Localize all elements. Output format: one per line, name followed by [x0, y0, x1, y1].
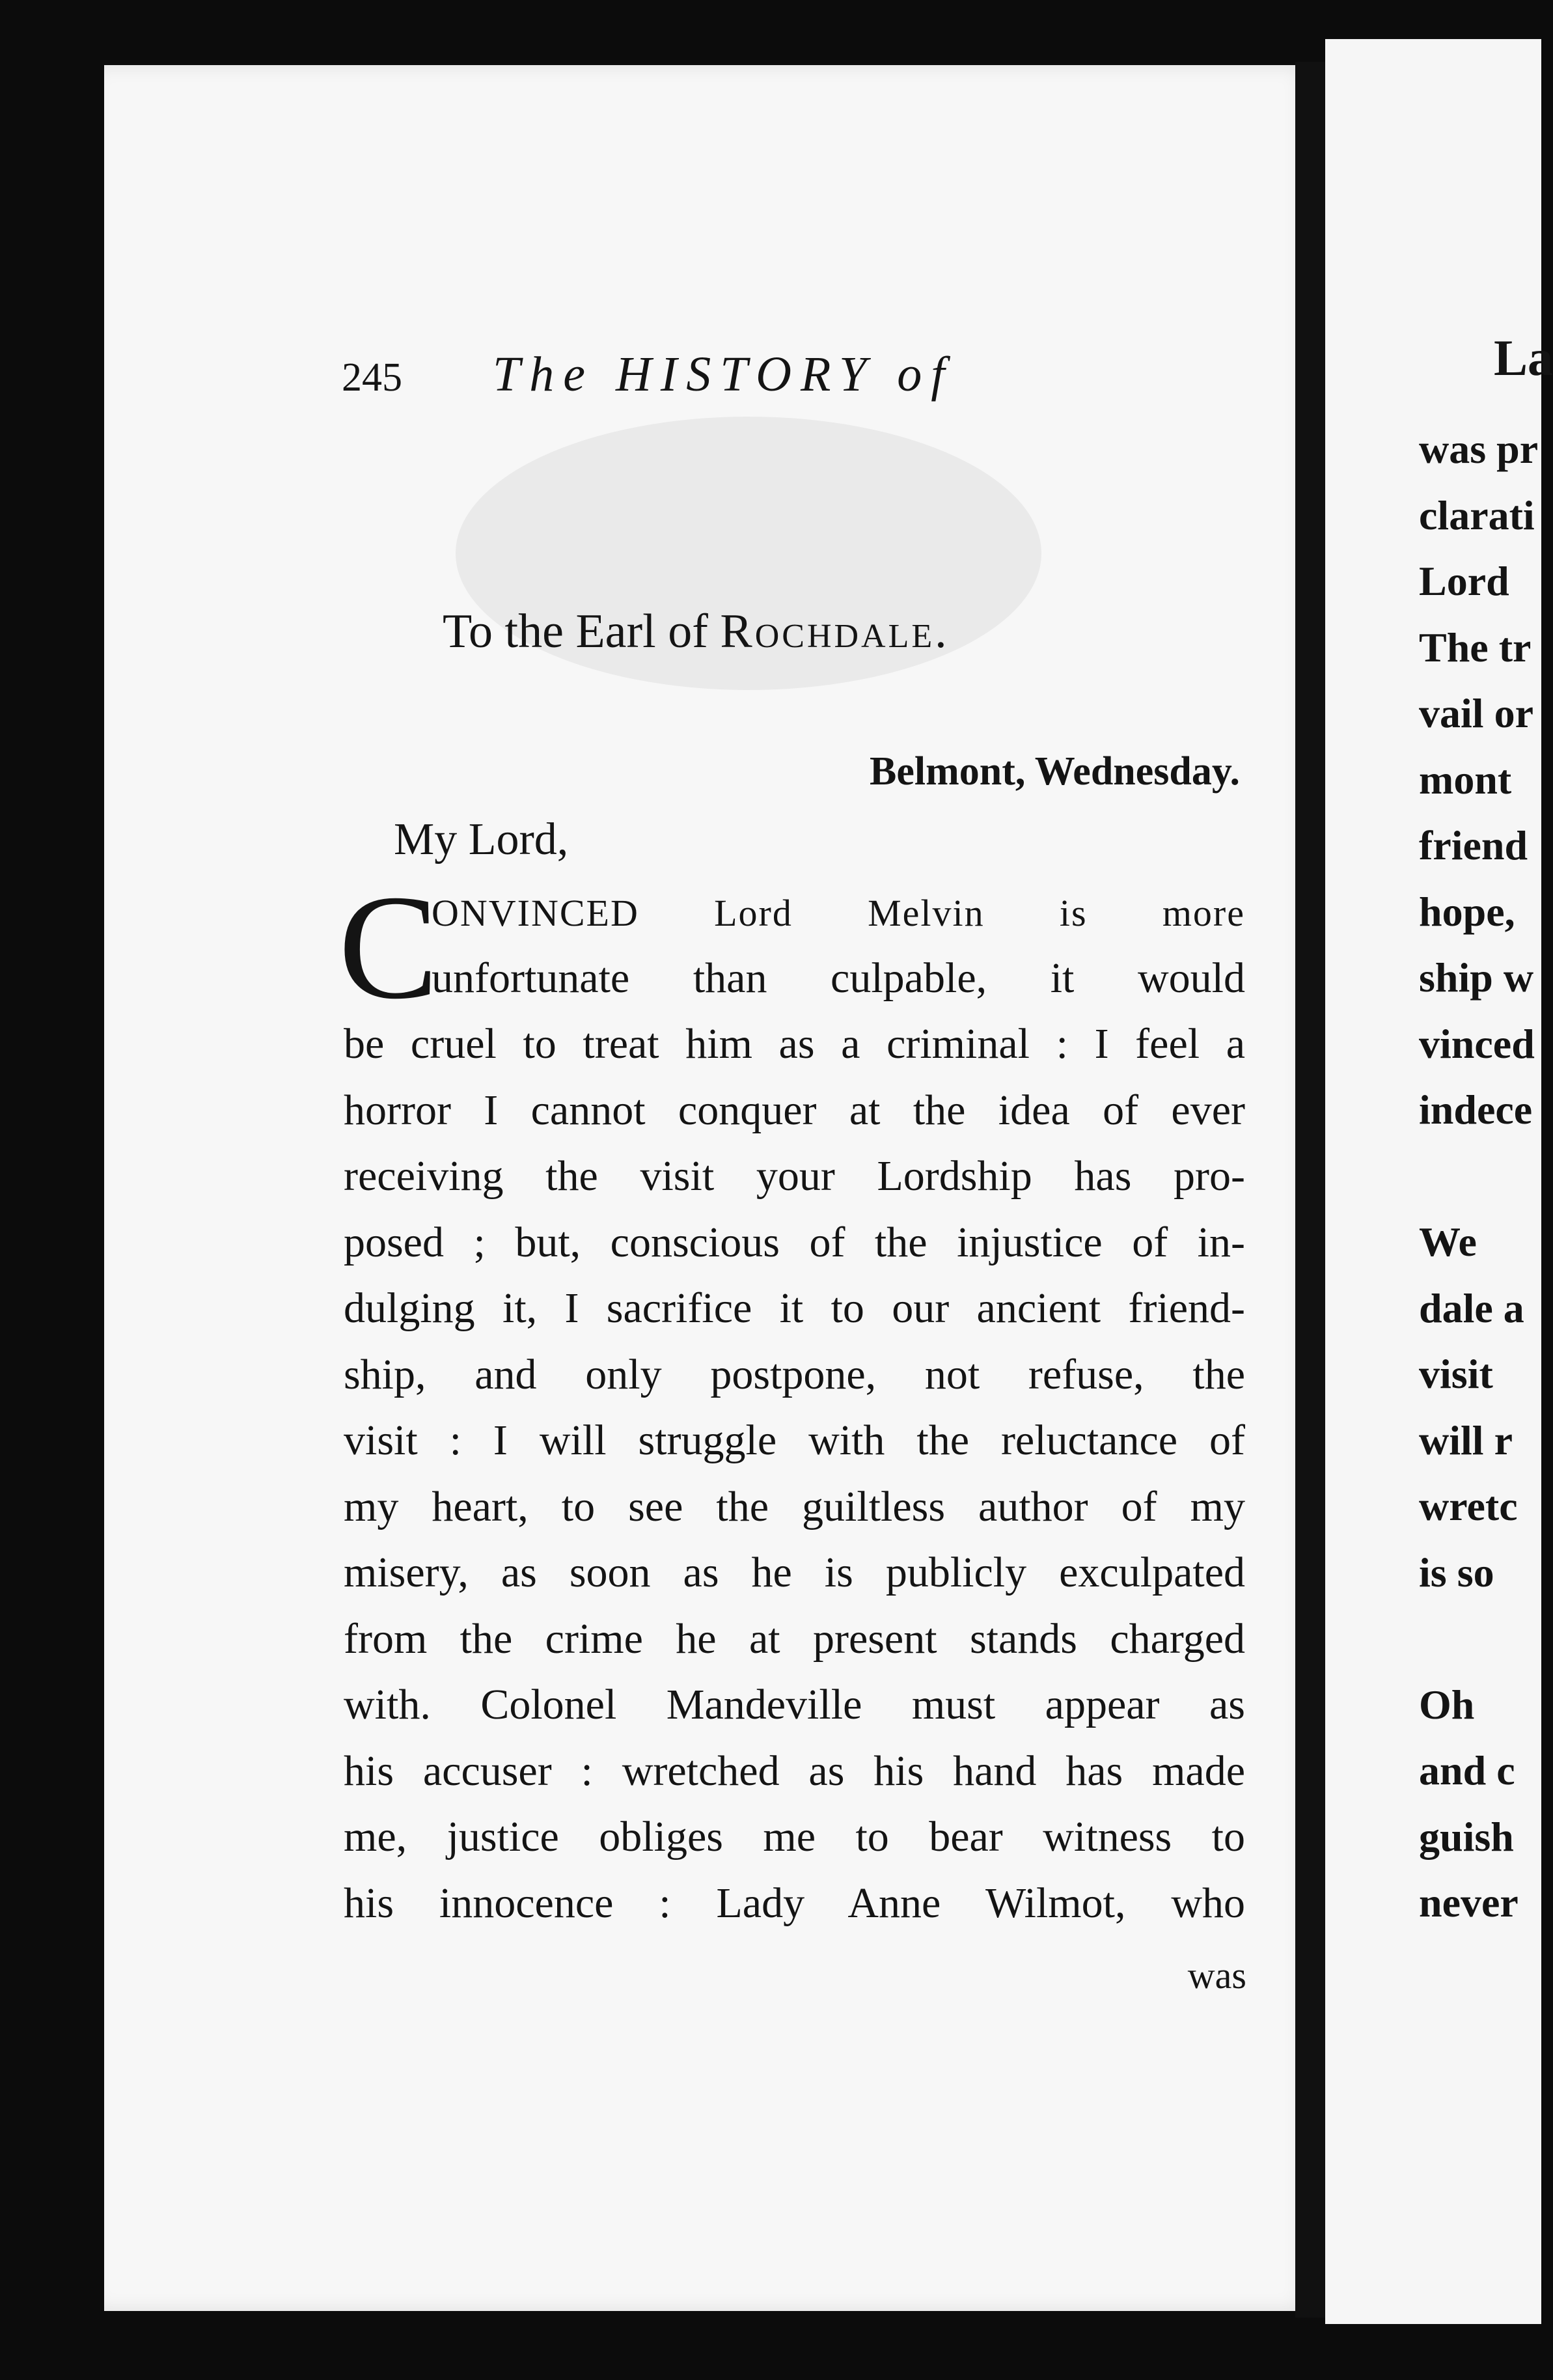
right-page-line: ship w	[1419, 954, 1534, 1001]
right-page-line: Oh	[1419, 1681, 1475, 1728]
right-page-line: The tr	[1419, 624, 1532, 671]
body-line: ship, and only postpone, not refuse, the	[344, 1350, 1245, 1398]
body-line: misery, as soon as he is publicly exculpated	[344, 1549, 1245, 1596]
body-line: dulging it, I sacrifice it to our ancient friend-	[344, 1284, 1245, 1332]
right-page-line: friend	[1419, 822, 1528, 868]
body-line: unfortunate than culpable, it would	[432, 954, 1245, 1002]
salutation: My Lord,	[394, 814, 569, 865]
body-line: be cruel to treat him as a criminal : I feel a	[344, 1020, 1245, 1068]
body-line: visit : I will struggle with the reluctance of	[344, 1417, 1245, 1464]
right-page-line: wretc	[1419, 1483, 1518, 1529]
right-page-line: We	[1419, 1219, 1477, 1265]
right-page-line: dale a	[1419, 1284, 1524, 1331]
right-page-line: Lord	[1419, 558, 1509, 604]
right-page-line: vail or	[1419, 690, 1533, 736]
body-line: posed ; but, conscious of the injustice of in-	[344, 1218, 1245, 1266]
right-page-line: hope,	[1419, 888, 1515, 935]
body-line: me, justice obliges me to bear witness to	[344, 1813, 1245, 1861]
body-line: with. Colonel Mandeville must appear as	[344, 1681, 1245, 1728]
letter-body	[344, 879, 1245, 1936]
body-line: receiving the visit your Lordship has pro-	[344, 1152, 1245, 1200]
right-page-line: and c	[1419, 1747, 1515, 1793]
body-line: horror I cannot conquer at the idea of ever	[344, 1086, 1245, 1134]
first-line-text: ONVINCED Lord Melvin is more	[432, 892, 1245, 934]
right-page-line: indece	[1419, 1086, 1533, 1133]
body-line: my heart, to see the guiltless author of my	[344, 1482, 1245, 1530]
dateline: Belmont, Wednesday.	[869, 749, 1240, 794]
running-title: The HISTORY of	[493, 347, 954, 402]
addressee-prefix: To the Earl of	[443, 605, 708, 658]
body-line: his innocence : Lady Anne Wilmot, who	[344, 1879, 1245, 1927]
right-page-line: will r	[1419, 1417, 1513, 1463]
right-page-line: visit	[1419, 1351, 1493, 1397]
letter-addressee	[443, 599, 1224, 664]
right-page-line: clarati	[1419, 491, 1535, 538]
right-page-line: is so	[1419, 1549, 1494, 1596]
catchword: was	[1187, 1954, 1246, 1997]
drop-cap: C	[338, 864, 439, 1030]
body-line	[344, 879, 1245, 945]
page-gutter	[1295, 62, 1325, 2318]
right-page-line: mont	[1419, 756, 1512, 803]
body-line: from the crime he at present stands charged	[344, 1614, 1245, 1663]
right-page-line: was pr	[1419, 426, 1539, 472]
body-line: his accuser : wretched as his hand has made	[344, 1747, 1245, 1795]
right-running-head: La	[1494, 329, 1553, 386]
running-head	[342, 339, 1071, 410]
right-page-line: vinced	[1419, 1020, 1535, 1067]
right-page-line: guish	[1419, 1813, 1514, 1860]
addressee-name: Rochdale.	[720, 605, 950, 658]
page-number: 245	[342, 355, 402, 400]
right-page-line: never	[1419, 1879, 1519, 1926]
